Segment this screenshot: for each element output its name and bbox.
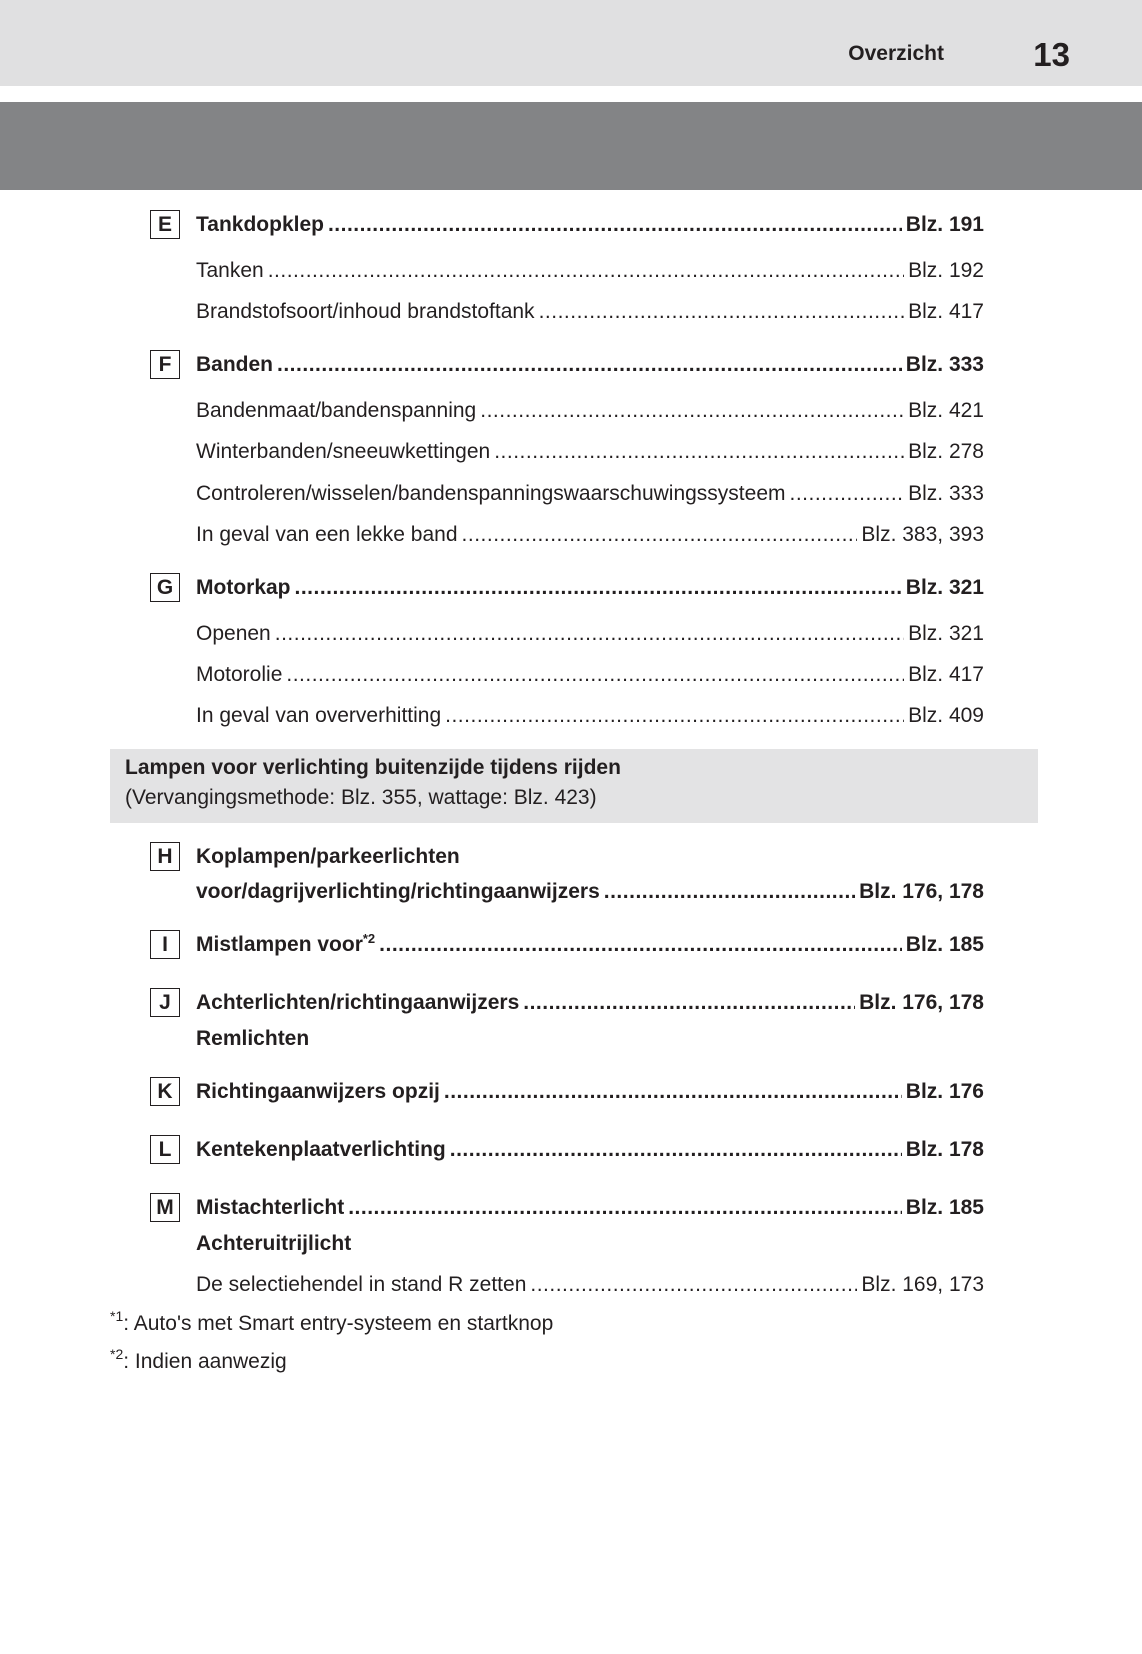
index-entry-main bbox=[196, 211, 984, 239]
dot-leader bbox=[790, 480, 905, 508]
item-letter-l: L bbox=[150, 1135, 180, 1164]
footnote-2 bbox=[110, 1348, 287, 1376]
index-entry-sub bbox=[196, 702, 984, 730]
item-letter-k: K bbox=[150, 1077, 180, 1106]
index-entry-main bbox=[196, 1136, 984, 1164]
page-number: 13 bbox=[1033, 36, 1070, 73]
lamps-section-subtitle: (Vervangingsmethode: Blz. 355, wattage: Blz. 423) bbox=[125, 786, 597, 809]
header-divider-band bbox=[0, 102, 1142, 190]
dot-leader bbox=[462, 521, 858, 549]
index-entry-sub bbox=[196, 480, 984, 508]
page-reference: Blz. 333 bbox=[905, 353, 984, 376]
page-reference: Blz. 321 bbox=[908, 622, 984, 645]
entry-label: Controleren/wisselen/bandenspanningswaarschuwingssysteem bbox=[196, 482, 786, 505]
entry-label bbox=[196, 931, 375, 959]
page-reference: Blz. 185 bbox=[905, 1196, 984, 1219]
lamps-section-title: Lampen voor verlichting buitenzijde tijdens rijden bbox=[125, 756, 621, 779]
item-letter-j: J bbox=[150, 988, 180, 1017]
entry-label-line2: Achteruitrijlicht bbox=[196, 1232, 352, 1255]
entry-label: Mistachterlicht bbox=[196, 1196, 345, 1219]
page-reference: Blz. 421 bbox=[908, 399, 984, 422]
index-entry-main bbox=[196, 931, 984, 959]
dot-leader bbox=[450, 1136, 902, 1164]
item-letter-i: I bbox=[150, 930, 180, 959]
page-reference: Blz. 333 bbox=[908, 482, 984, 505]
index-entry-sub bbox=[196, 661, 984, 689]
index-entry-sub bbox=[196, 1271, 984, 1299]
page-reference: Blz. 383, 393 bbox=[861, 523, 984, 546]
footnote-marker: *2 bbox=[110, 1346, 124, 1362]
page-reference: Blz. 191 bbox=[905, 213, 984, 236]
page-reference: Blz. 185 bbox=[905, 933, 984, 956]
entry-label: Motorkap bbox=[196, 576, 291, 599]
index-entry-main bbox=[196, 351, 984, 379]
dot-leader bbox=[530, 1271, 857, 1299]
page-reference: Blz. 178 bbox=[905, 1138, 984, 1161]
entry-label: In geval van oververhitting bbox=[196, 704, 442, 727]
dot-leader bbox=[286, 661, 904, 689]
item-letter-m: M bbox=[150, 1193, 180, 1222]
entry-label: voor/dagrijverlichting/richtingaanwijzers bbox=[196, 880, 600, 903]
index-entry-sub bbox=[196, 257, 984, 285]
page-reference: Blz. 321 bbox=[905, 576, 984, 599]
entry-label: Tankdopklep bbox=[196, 213, 324, 236]
entry-label: Kentekenplaatverlichting bbox=[196, 1138, 446, 1161]
dot-leader bbox=[494, 438, 904, 466]
dot-leader bbox=[348, 1194, 902, 1222]
page-reference: Blz. 409 bbox=[908, 704, 984, 727]
entry-label: Openen bbox=[196, 622, 271, 645]
entry-label: Achterlichten/richtingaanwijzers bbox=[196, 991, 520, 1014]
footnote-marker: *1 bbox=[110, 1308, 124, 1324]
page-reference: Blz. 278 bbox=[908, 440, 984, 463]
dot-leader bbox=[275, 620, 904, 648]
entry-label: Winterbanden/sneeuwkettingen bbox=[196, 440, 491, 463]
entry-label-line2: Remlichten bbox=[196, 1027, 310, 1050]
entry-label: Richtingaanwijzers opzij bbox=[196, 1080, 440, 1103]
footnote-1 bbox=[110, 1310, 553, 1338]
item-letter-h: H bbox=[150, 842, 180, 871]
dot-leader bbox=[295, 574, 902, 602]
entry-label: Motorolie bbox=[196, 663, 283, 686]
index-entry-main bbox=[196, 574, 984, 602]
item-letter-g: G bbox=[150, 573, 180, 602]
page-reference: Blz. 417 bbox=[908, 300, 984, 323]
page-reference: Blz. 176, 178 bbox=[859, 880, 984, 903]
page-reference: Blz. 176 bbox=[905, 1080, 984, 1103]
index-entry-sub bbox=[196, 438, 984, 466]
entry-label: Brandstofsoort/inhoud brandstoftank bbox=[196, 300, 535, 323]
dot-leader bbox=[523, 989, 855, 1017]
dot-leader bbox=[379, 931, 902, 959]
dot-leader bbox=[328, 211, 902, 239]
dot-leader bbox=[604, 878, 855, 906]
dot-leader bbox=[445, 702, 904, 730]
index-entry-sub bbox=[196, 298, 984, 326]
dot-leader bbox=[539, 298, 905, 326]
item-letter-f: F bbox=[150, 350, 180, 379]
index-entry-sub bbox=[196, 397, 984, 425]
page-reference: Blz. 169, 173 bbox=[861, 1273, 984, 1296]
index-entry-sub bbox=[196, 521, 984, 549]
dot-leader bbox=[444, 1078, 902, 1106]
index-entry-sub bbox=[196, 620, 984, 648]
index-entry-main bbox=[196, 878, 984, 906]
header-band bbox=[0, 0, 1142, 86]
page-reference: Blz. 192 bbox=[908, 259, 984, 282]
index-entry-main bbox=[196, 1078, 984, 1106]
entry-label-text: Mistlampen voor bbox=[196, 933, 363, 956]
entry-label: De selectiehendel in stand R zetten bbox=[196, 1273, 527, 1296]
dot-leader bbox=[277, 351, 902, 379]
lamps-section-box bbox=[110, 749, 1038, 823]
footnote-marker: *2 bbox=[362, 931, 376, 946]
index-entry-main bbox=[196, 989, 984, 1017]
dot-leader bbox=[268, 257, 904, 285]
footnote-text: : Auto's met Smart entry-systeem en startknop bbox=[123, 1312, 554, 1335]
entry-label: In geval van een lekke band bbox=[196, 523, 458, 546]
index-entry-main bbox=[196, 1194, 984, 1222]
page-reference: Blz. 176, 178 bbox=[859, 991, 984, 1014]
item-letter-e: E bbox=[150, 210, 180, 239]
footnote-text: : Indien aanwezig bbox=[123, 1350, 287, 1373]
entry-label-line1: Koplampen/parkeerlichten bbox=[196, 845, 460, 868]
page-reference: Blz. 417 bbox=[908, 663, 984, 686]
section-title: Overzicht bbox=[848, 42, 944, 65]
dot-leader bbox=[480, 397, 904, 425]
entry-label: Banden bbox=[196, 353, 274, 376]
entry-label: Tanken bbox=[196, 259, 264, 282]
entry-label: Bandenmaat/bandenspanning bbox=[196, 399, 477, 422]
